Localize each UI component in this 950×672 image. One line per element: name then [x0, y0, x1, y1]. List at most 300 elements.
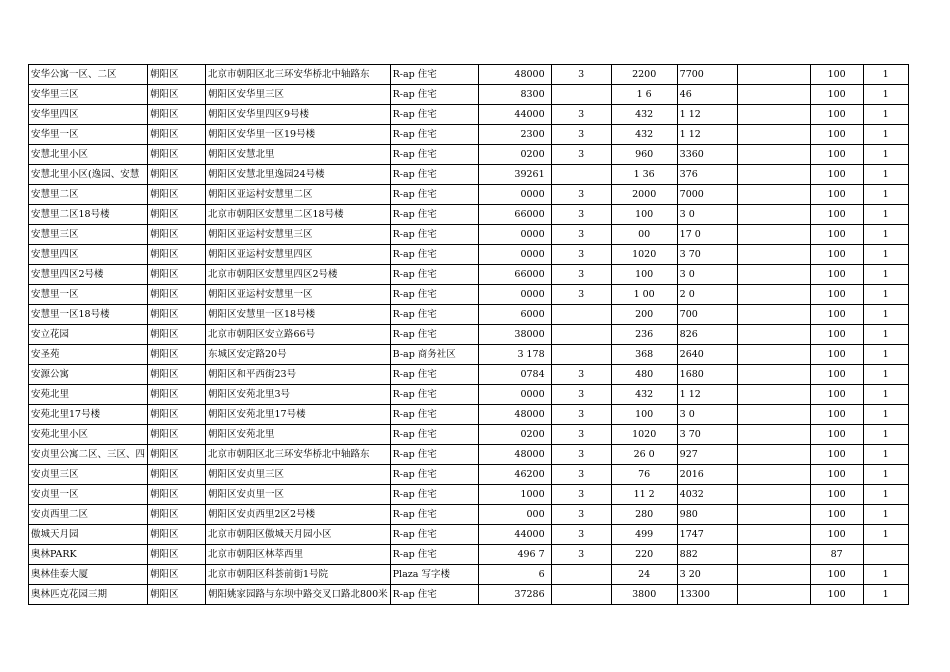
grade-cell[interactable]: 3 — [551, 525, 611, 545]
households-cell[interactable]: 280 — [611, 505, 677, 525]
flag-cell[interactable]: 1 — [863, 225, 908, 245]
area-cell[interactable]: 2640 — [677, 345, 737, 365]
grade-cell[interactable]: 3 — [551, 185, 611, 205]
type-cell[interactable]: R-ap 住宅 — [390, 545, 478, 565]
ratio-cell[interactable]: 100 — [810, 85, 863, 105]
households-cell[interactable]: 480 — [611, 365, 677, 385]
grade-cell[interactable]: 3 — [551, 205, 611, 225]
grade-cell[interactable] — [551, 305, 611, 325]
ratio-cell[interactable]: 100 — [810, 125, 863, 145]
flag-cell[interactable]: 1 — [863, 265, 908, 285]
households-cell[interactable]: 1 6 — [611, 85, 677, 105]
blank-cell[interactable] — [737, 585, 810, 605]
ratio-cell[interactable]: 100 — [810, 265, 863, 285]
price-cell[interactable]: 2300 — [478, 125, 551, 145]
price-cell[interactable]: 0200 — [478, 145, 551, 165]
address-cell[interactable]: 北京市朝阳区安立路66号 — [206, 325, 391, 345]
flag-cell[interactable]: 1 — [863, 585, 908, 605]
district-cell[interactable]: 朝阳区 — [148, 165, 206, 185]
price-cell[interactable]: 39261 — [478, 165, 551, 185]
price-cell[interactable]: 66000 — [478, 265, 551, 285]
area-cell[interactable]: 3 0 — [677, 265, 737, 285]
flag-cell[interactable]: 1 — [863, 405, 908, 425]
type-cell[interactable]: R-ap 住宅 — [390, 185, 478, 205]
type-cell[interactable]: B-ap 商务社区 — [390, 345, 478, 365]
community-name-cell[interactable]: 奥林匹克花园三期 — [29, 585, 148, 605]
blank-cell[interactable] — [737, 245, 810, 265]
community-name-cell[interactable]: 安慧里一区18号楼 — [29, 305, 148, 325]
address-cell[interactable]: 朝阳区安贞里三区 — [206, 465, 391, 485]
blank-cell[interactable] — [737, 445, 810, 465]
area-cell[interactable]: 3 0 — [677, 205, 737, 225]
address-cell[interactable]: 北京市朝阳区科荟前街1号院 — [206, 565, 391, 585]
ratio-cell[interactable]: 100 — [810, 205, 863, 225]
households-cell[interactable]: 1 36 — [611, 165, 677, 185]
grade-cell[interactable]: 3 — [551, 265, 611, 285]
ratio-cell[interactable]: 100 — [810, 65, 863, 85]
price-cell[interactable]: 0000 — [478, 245, 551, 265]
blank-cell[interactable] — [737, 285, 810, 305]
area-cell[interactable]: 980 — [677, 505, 737, 525]
type-cell[interactable]: R-ap 住宅 — [390, 165, 478, 185]
blank-cell[interactable] — [737, 425, 810, 445]
community-name-cell[interactable]: 安贞里一区 — [29, 485, 148, 505]
area-cell[interactable]: 2016 — [677, 465, 737, 485]
flag-cell[interactable]: 1 — [863, 205, 908, 225]
price-cell[interactable]: 44000 — [478, 105, 551, 125]
address-cell[interactable]: 朝阳区安慧北里 — [206, 145, 391, 165]
blank-cell[interactable] — [737, 405, 810, 425]
grade-cell[interactable] — [551, 165, 611, 185]
district-cell[interactable]: 朝阳区 — [148, 485, 206, 505]
households-cell[interactable]: 1020 — [611, 425, 677, 445]
district-cell[interactable]: 朝阳区 — [148, 185, 206, 205]
blank-cell[interactable] — [737, 545, 810, 565]
grade-cell[interactable]: 3 — [551, 125, 611, 145]
grade-cell[interactable]: 3 — [551, 65, 611, 85]
flag-cell[interactable]: 1 — [863, 325, 908, 345]
community-name-cell[interactable]: 安慧里二区18号楼 — [29, 205, 148, 225]
table-row — [29, 225, 909, 245]
area-cell[interactable]: 4032 — [677, 485, 737, 505]
price-cell[interactable]: 0000 — [478, 225, 551, 245]
community-name-cell[interactable]: 安慧北里小区 — [29, 145, 148, 165]
blank-cell[interactable] — [737, 485, 810, 505]
address-cell[interactable]: 朝阳区亚运村安慧里三区 — [206, 225, 391, 245]
flag-cell[interactable]: 1 — [863, 565, 908, 585]
ratio-cell[interactable]: 100 — [810, 105, 863, 125]
type-cell[interactable]: R-ap 住宅 — [390, 465, 478, 485]
grade-cell[interactable]: 3 — [551, 385, 611, 405]
ratio-cell[interactable]: 100 — [810, 325, 863, 345]
type-cell[interactable]: R-ap 住宅 — [390, 125, 478, 145]
blank-cell[interactable] — [737, 345, 810, 365]
ratio-cell[interactable]: 100 — [810, 245, 863, 265]
price-cell[interactable]: 1000 — [478, 485, 551, 505]
grade-cell[interactable]: 3 — [551, 505, 611, 525]
community-name-cell[interactable]: 安慧北里小区(逸园、安慧 — [29, 165, 148, 185]
address-cell[interactable]: 朝阳区安慧北里逸园24号楼 — [206, 165, 391, 185]
district-cell[interactable]: 朝阳区 — [148, 385, 206, 405]
blank-cell[interactable] — [737, 465, 810, 485]
grade-cell[interactable] — [551, 345, 611, 365]
flag-cell[interactable]: 1 — [863, 65, 908, 85]
grade-cell[interactable]: 3 — [551, 145, 611, 165]
area-cell[interactable]: 376 — [677, 165, 737, 185]
blank-cell[interactable] — [737, 325, 810, 345]
type-cell[interactable]: R-ap 住宅 — [390, 505, 478, 525]
type-cell[interactable]: R-ap 住宅 — [390, 425, 478, 445]
households-cell[interactable]: 960 — [611, 145, 677, 165]
area-cell[interactable]: 3 20 — [677, 565, 737, 585]
address-cell[interactable]: 北京市朝阳区安慧里二区18号楼 — [206, 205, 391, 225]
address-cell[interactable]: 北京市朝阳区北三环安华桥北中轴路东 — [206, 445, 391, 465]
price-cell[interactable]: 6 — [478, 565, 551, 585]
type-cell[interactable]: R-ap 住宅 — [390, 285, 478, 305]
address-cell[interactable]: 朝阳区安苑北里 — [206, 425, 391, 445]
district-cell[interactable]: 朝阳区 — [148, 565, 206, 585]
district-cell[interactable]: 朝阳区 — [148, 265, 206, 285]
price-cell[interactable]: 48000 — [478, 65, 551, 85]
price-cell[interactable]: 3 178 — [478, 345, 551, 365]
address-cell[interactable]: 朝阳区安贞里一区 — [206, 485, 391, 505]
grade-cell[interactable]: 3 — [551, 425, 611, 445]
community-name-cell[interactable]: 安华里三区 — [29, 85, 148, 105]
type-cell[interactable]: R-ap 住宅 — [390, 265, 478, 285]
blank-cell[interactable] — [737, 85, 810, 105]
area-cell[interactable]: 3360 — [677, 145, 737, 165]
price-cell[interactable]: 0000 — [478, 285, 551, 305]
type-cell[interactable]: R-ap 住宅 — [390, 85, 478, 105]
ratio-cell[interactable]: 87 — [810, 545, 863, 565]
grade-cell[interactable]: 3 — [551, 225, 611, 245]
district-cell[interactable]: 朝阳区 — [148, 345, 206, 365]
grade-cell[interactable]: 3 — [551, 445, 611, 465]
area-cell[interactable]: 2 0 — [677, 285, 737, 305]
households-cell[interactable]: 76 — [611, 465, 677, 485]
address-cell[interactable]: 朝阳区和平西街23号 — [206, 365, 391, 385]
flag-cell[interactable]: 1 — [863, 125, 908, 145]
community-name-cell[interactable]: 安慧里四区2号楼 — [29, 265, 148, 285]
ratio-cell[interactable]: 100 — [810, 585, 863, 605]
blank-cell[interactable] — [737, 65, 810, 85]
community-name-cell[interactable]: 安贞里公寓二区、三区、四 — [29, 445, 148, 465]
price-cell[interactable]: 37286 — [478, 585, 551, 605]
flag-cell[interactable]: 1 — [863, 425, 908, 445]
community-name-cell[interactable]: 安圣苑 — [29, 345, 148, 365]
address-cell[interactable]: 朝阳区亚运村安慧里一区 — [206, 285, 391, 305]
district-cell[interactable]: 朝阳区 — [148, 445, 206, 465]
price-cell[interactable]: 0200 — [478, 425, 551, 445]
address-cell[interactable]: 朝阳区安华里一区19号楼 — [206, 125, 391, 145]
community-name-cell[interactable]: 安慧里三区 — [29, 225, 148, 245]
households-cell[interactable]: 236 — [611, 325, 677, 345]
table-row — [29, 145, 909, 165]
price-cell[interactable]: 6000 — [478, 305, 551, 325]
area-cell[interactable]: 1747 — [677, 525, 737, 545]
price-cell[interactable]: 66000 — [478, 205, 551, 225]
community-name-cell[interactable]: 安苑北里小区 — [29, 425, 148, 445]
flag-cell[interactable]: 1 — [863, 525, 908, 545]
type-cell[interactable]: R-ap 住宅 — [390, 385, 478, 405]
blank-cell[interactable] — [737, 205, 810, 225]
district-cell[interactable]: 朝阳区 — [148, 145, 206, 165]
type-cell[interactable]: R-ap 住宅 — [390, 405, 478, 425]
district-cell[interactable]: 朝阳区 — [148, 505, 206, 525]
flag-cell[interactable]: 1 — [863, 105, 908, 125]
district-cell[interactable]: 朝阳区 — [148, 525, 206, 545]
type-cell[interactable]: R-ap 住宅 — [390, 245, 478, 265]
flag-cell[interactable]: 1 — [863, 285, 908, 305]
community-name-cell[interactable]: 安贞西里二区 — [29, 505, 148, 525]
flag-cell[interactable]: 1 — [863, 365, 908, 385]
households-cell[interactable]: 26 0 — [611, 445, 677, 465]
community-name-cell[interactable]: 奥林佳泰大厦 — [29, 565, 148, 585]
area-cell[interactable]: 7000 — [677, 185, 737, 205]
type-cell[interactable]: R-ap 住宅 — [390, 105, 478, 125]
address-cell[interactable]: 朝阳区安苑北里17号楼 — [206, 405, 391, 425]
ratio-cell[interactable]: 100 — [810, 405, 863, 425]
price-cell[interactable]: 38000 — [478, 325, 551, 345]
households-cell[interactable]: 100 — [611, 205, 677, 225]
community-name-cell[interactable]: 安华里一区 — [29, 125, 148, 145]
ratio-cell[interactable]: 100 — [810, 565, 863, 585]
area-cell[interactable]: 1680 — [677, 365, 737, 385]
district-cell[interactable]: 朝阳区 — [148, 105, 206, 125]
type-cell[interactable]: R-ap 住宅 — [390, 325, 478, 345]
address-cell[interactable]: 朝阳区安贞西里2区2号楼 — [206, 505, 391, 525]
area-cell[interactable]: 46 — [677, 85, 737, 105]
blank-cell[interactable] — [737, 525, 810, 545]
ratio-cell[interactable]: 100 — [810, 165, 863, 185]
district-cell[interactable]: 朝阳区 — [148, 585, 206, 605]
type-cell[interactable]: R-ap 住宅 — [390, 145, 478, 165]
area-cell[interactable]: 13300 — [677, 585, 737, 605]
community-name-cell[interactable]: 安源公寓 — [29, 365, 148, 385]
address-cell[interactable]: 朝阳区亚运村安慧里四区 — [206, 245, 391, 265]
blank-cell[interactable] — [737, 265, 810, 285]
type-cell[interactable]: R-ap 住宅 — [390, 445, 478, 465]
district-cell[interactable]: 朝阳区 — [148, 325, 206, 345]
district-cell[interactable]: 朝阳区 — [148, 465, 206, 485]
blank-cell[interactable] — [737, 145, 810, 165]
ratio-cell[interactable]: 100 — [810, 445, 863, 465]
community-name-cell[interactable]: 傲城天月园 — [29, 525, 148, 545]
type-cell[interactable]: R-ap 住宅 — [390, 305, 478, 325]
type-cell[interactable]: R-ap 住宅 — [390, 365, 478, 385]
district-cell[interactable]: 朝阳区 — [148, 305, 206, 325]
grade-cell[interactable]: 3 — [551, 405, 611, 425]
ratio-cell[interactable]: 100 — [810, 465, 863, 485]
address-cell[interactable]: 朝阳姚家园路与东坝中路交叉口路北800米 — [206, 585, 391, 605]
ratio-cell[interactable]: 100 — [810, 505, 863, 525]
households-cell[interactable]: 00 — [611, 225, 677, 245]
grade-cell[interactable]: 3 — [551, 485, 611, 505]
flag-cell[interactable]: 1 — [863, 165, 908, 185]
flag-cell[interactable]: 1 — [863, 505, 908, 525]
district-cell[interactable]: 朝阳区 — [148, 545, 206, 565]
district-cell[interactable]: 朝阳区 — [148, 205, 206, 225]
price-cell[interactable]: 496 7 — [478, 545, 551, 565]
grade-cell[interactable]: 3 — [551, 285, 611, 305]
flag-cell[interactable]: 1 — [863, 445, 908, 465]
flag-cell[interactable]: 1 — [863, 385, 908, 405]
district-cell[interactable]: 朝阳区 — [148, 425, 206, 445]
community-name-cell[interactable]: 安贞里三区 — [29, 465, 148, 485]
households-cell[interactable]: 220 — [611, 545, 677, 565]
price-cell[interactable]: 8300 — [478, 85, 551, 105]
community-name-cell[interactable]: 安慧里一区 — [29, 285, 148, 305]
grade-cell[interactable] — [551, 325, 611, 345]
grade-cell[interactable]: 3 — [551, 465, 611, 485]
flag-cell[interactable]: 1 — [863, 485, 908, 505]
district-cell[interactable]: 朝阳区 — [148, 405, 206, 425]
blank-cell[interactable] — [737, 505, 810, 525]
area-cell[interactable]: 3 0 — [677, 405, 737, 425]
ratio-cell[interactable]: 100 — [810, 305, 863, 325]
type-cell[interactable]: R-ap 住宅 — [390, 65, 478, 85]
households-cell[interactable]: 499 — [611, 525, 677, 545]
households-cell[interactable]: 11 2 — [611, 485, 677, 505]
address-cell[interactable]: 朝阳区安华里四区9号楼 — [206, 105, 391, 125]
type-cell[interactable]: R-ap 住宅 — [390, 225, 478, 245]
area-cell[interactable]: 7700 — [677, 65, 737, 85]
address-cell[interactable]: 北京市朝阳区林萃西里 — [206, 545, 391, 565]
type-cell[interactable]: R-ap 住宅 — [390, 525, 478, 545]
ratio-cell[interactable]: 100 — [810, 145, 863, 165]
blank-cell[interactable] — [737, 385, 810, 405]
blank-cell[interactable] — [737, 185, 810, 205]
ratio-cell[interactable]: 100 — [810, 525, 863, 545]
flag-cell[interactable]: 1 — [863, 465, 908, 485]
price-cell[interactable]: 0000 — [478, 385, 551, 405]
community-name-cell[interactable]: 安苑北里 — [29, 385, 148, 405]
price-cell[interactable]: 0000 — [478, 185, 551, 205]
price-cell[interactable]: 0784 — [478, 365, 551, 385]
flag-cell[interactable]: 1 — [863, 185, 908, 205]
table-row — [29, 365, 909, 385]
address-cell[interactable]: 朝阳区安苑北里3号 — [206, 385, 391, 405]
type-cell[interactable]: R-ap 住宅 — [390, 485, 478, 505]
grade-cell[interactable]: 3 — [551, 245, 611, 265]
grade-cell[interactable]: 3 — [551, 365, 611, 385]
community-name-cell[interactable]: 安华里四区 — [29, 105, 148, 125]
address-cell[interactable]: 朝阳区安华里三区 — [206, 85, 391, 105]
blank-cell[interactable] — [737, 165, 810, 185]
district-cell[interactable]: 朝阳区 — [148, 65, 206, 85]
grade-cell[interactable]: 3 — [551, 105, 611, 125]
area-cell[interactable]: 882 — [677, 545, 737, 565]
community-name-cell[interactable]: 安华公寓一区、二区 — [29, 65, 148, 85]
price-cell[interactable]: 48000 — [478, 445, 551, 465]
address-cell[interactable]: 北京市朝阳区傲城天月园小区 — [206, 525, 391, 545]
community-name-cell[interactable]: 奥林PARK — [29, 545, 148, 565]
households-cell[interactable]: 1 00 — [611, 285, 677, 305]
district-cell[interactable]: 朝阳区 — [148, 225, 206, 245]
district-cell[interactable]: 朝阳区 — [148, 125, 206, 145]
area-cell[interactable]: 3 70 — [677, 245, 737, 265]
address-cell[interactable]: 朝阳区安慧里一区18号楼 — [206, 305, 391, 325]
price-cell[interactable]: 46200 — [478, 465, 551, 485]
households-cell[interactable]: 24 — [611, 565, 677, 585]
address-cell[interactable]: 北京市朝阳区北三环安华桥北中轴路东 — [206, 65, 391, 85]
flag-cell[interactable]: 1 — [863, 345, 908, 365]
grade-cell[interactable] — [551, 85, 611, 105]
households-cell[interactable]: 432 — [611, 105, 677, 125]
district-cell[interactable]: 朝阳区 — [148, 285, 206, 305]
blank-cell[interactable] — [737, 305, 810, 325]
ratio-cell[interactable]: 100 — [810, 345, 863, 365]
type-cell[interactable]: R-ap 住宅 — [390, 205, 478, 225]
households-cell[interactable]: 3800 — [611, 585, 677, 605]
type-cell[interactable]: R-ap 住宅 — [390, 585, 478, 605]
area-cell[interactable]: 1 12 — [677, 105, 737, 125]
grade-cell[interactable] — [551, 585, 611, 605]
area-cell[interactable]: 17 0 — [677, 225, 737, 245]
type-cell[interactable]: Plaza 写字楼 — [390, 565, 478, 585]
ratio-cell[interactable]: 100 — [810, 365, 863, 385]
households-cell[interactable]: 100 — [611, 405, 677, 425]
ratio-cell[interactable]: 100 — [810, 425, 863, 445]
community-name-cell[interactable]: 安慧里二区 — [29, 185, 148, 205]
community-name-cell[interactable]: 安立花园 — [29, 325, 148, 345]
grade-cell[interactable]: 3 — [551, 545, 611, 565]
households-cell[interactable]: 1020 — [611, 245, 677, 265]
area-cell[interactable]: 826 — [677, 325, 737, 345]
community-name-cell[interactable]: 安苑北里17号楼 — [29, 405, 148, 425]
ratio-cell[interactable]: 100 — [810, 385, 863, 405]
grade-cell[interactable] — [551, 565, 611, 585]
blank-cell[interactable] — [737, 365, 810, 385]
area-cell[interactable]: 1 12 — [677, 125, 737, 145]
price-cell[interactable]: 44000 — [478, 525, 551, 545]
ratio-cell[interactable]: 100 — [810, 185, 863, 205]
flag-cell[interactable]: 1 — [863, 305, 908, 325]
price-cell[interactable]: 000 — [478, 505, 551, 525]
households-cell[interactable]: 100 — [611, 265, 677, 285]
community-name-cell[interactable]: 安慧里四区 — [29, 245, 148, 265]
flag-cell[interactable] — [863, 545, 908, 565]
address-cell[interactable]: 朝阳区亚运村安慧里二区 — [206, 185, 391, 205]
district-cell[interactable]: 朝阳区 — [148, 245, 206, 265]
blank-cell[interactable] — [737, 125, 810, 145]
blank-cell[interactable] — [737, 105, 810, 125]
district-cell[interactable]: 朝阳区 — [148, 365, 206, 385]
households-cell[interactable]: 368 — [611, 345, 677, 365]
district-cell[interactable]: 朝阳区 — [148, 85, 206, 105]
ratio-cell[interactable]: 100 — [810, 285, 863, 305]
area-cell[interactable]: 1 12 — [677, 385, 737, 405]
households-cell[interactable]: 2200 — [611, 65, 677, 85]
address-cell[interactable]: 北京市朝阳区安慧里四区2号楼 — [206, 265, 391, 285]
ratio-cell[interactable]: 100 — [810, 485, 863, 505]
ratio-cell[interactable]: 100 — [810, 225, 863, 245]
price-cell[interactable]: 48000 — [478, 405, 551, 425]
households-cell[interactable]: 432 — [611, 125, 677, 145]
households-cell[interactable]: 2000 — [611, 185, 677, 205]
address-cell[interactable]: 东城区安定路20号 — [206, 345, 391, 365]
households-cell[interactable]: 432 — [611, 385, 677, 405]
blank-cell[interactable] — [737, 565, 810, 585]
area-cell[interactable]: 3 70 — [677, 425, 737, 445]
blank-cell[interactable] — [737, 225, 810, 245]
area-cell[interactable]: 700 — [677, 305, 737, 325]
flag-cell[interactable]: 1 — [863, 245, 908, 265]
households-cell[interactable]: 200 — [611, 305, 677, 325]
flag-cell[interactable]: 1 — [863, 145, 908, 165]
area-cell[interactable]: 927 — [677, 445, 737, 465]
flag-cell[interactable]: 1 — [863, 85, 908, 105]
